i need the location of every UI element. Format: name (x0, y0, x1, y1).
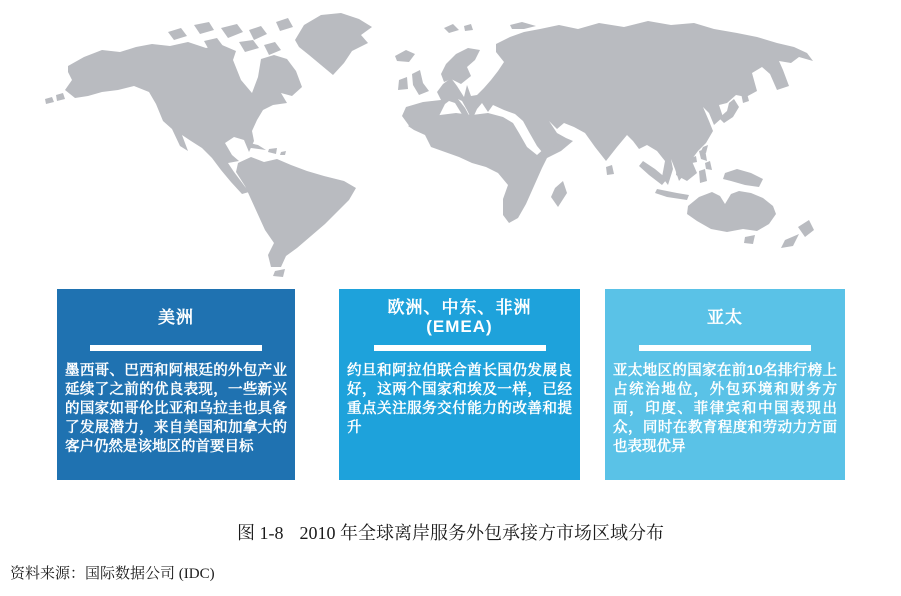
region-description-emea: 约旦和阿拉伯联合酋长国仍发展良好，这两个国家和埃及一样，已经重点关注服务交付能力的改善和提升 (347, 363, 572, 436)
region-title-line1: 欧洲、中东、非洲 (387, 298, 532, 317)
figure-label: 图 1-8 (237, 523, 284, 543)
land-oceania (687, 191, 814, 248)
region-title-line2: (EMEA) (426, 317, 493, 336)
region-title-line1: 亚太 (707, 307, 743, 327)
world-map (0, 0, 901, 285)
region-card-emea (339, 289, 580, 480)
land-south-america (236, 157, 356, 277)
figure-title: 2010 年全球离岸服务外包承接方市场区域分布 (299, 523, 664, 543)
figure-caption (0, 519, 901, 545)
land-caribbean (245, 142, 286, 155)
world-map-svg (0, 0, 901, 285)
region-cards (0, 289, 901, 480)
region-description-americas: 墨西哥、巴西和阿根廷的外包产业延续了之前的优良表现，一些新兴的国家如哥伦比亚和乌拉圭也具备了发展潜力，来自美国和加拿大的客户仍然是该地区的首要目标 (65, 363, 287, 455)
title-underline (90, 345, 262, 351)
land-madagascar (551, 181, 567, 207)
land-british-isles (398, 70, 429, 95)
region-title-americas (57, 289, 295, 343)
land-scandinavia (441, 48, 480, 84)
region-description-apac: 亚太地区的国家在前10名排行榜上占统治地位，外包环境和财务方面，印度、菲律宾和中国表现出众，同时在教育程度和劳动力方面也表现优异 (613, 363, 837, 455)
region-card-apac (605, 289, 845, 480)
title-underline (374, 345, 546, 351)
land-eurasia (402, 21, 813, 185)
land-greenland (295, 13, 372, 75)
land-arctic-eurasia (444, 22, 536, 33)
region-title-emea (339, 289, 580, 343)
world-map-land (45, 13, 814, 277)
title-underline (639, 345, 811, 351)
region-card-americas (57, 289, 295, 480)
source-note: 资料来源：国际数据公司 (IDC) (10, 566, 215, 582)
land-iceland (395, 50, 415, 62)
region-title-line1: 美洲 (158, 307, 194, 327)
region-title-apac (605, 289, 845, 343)
